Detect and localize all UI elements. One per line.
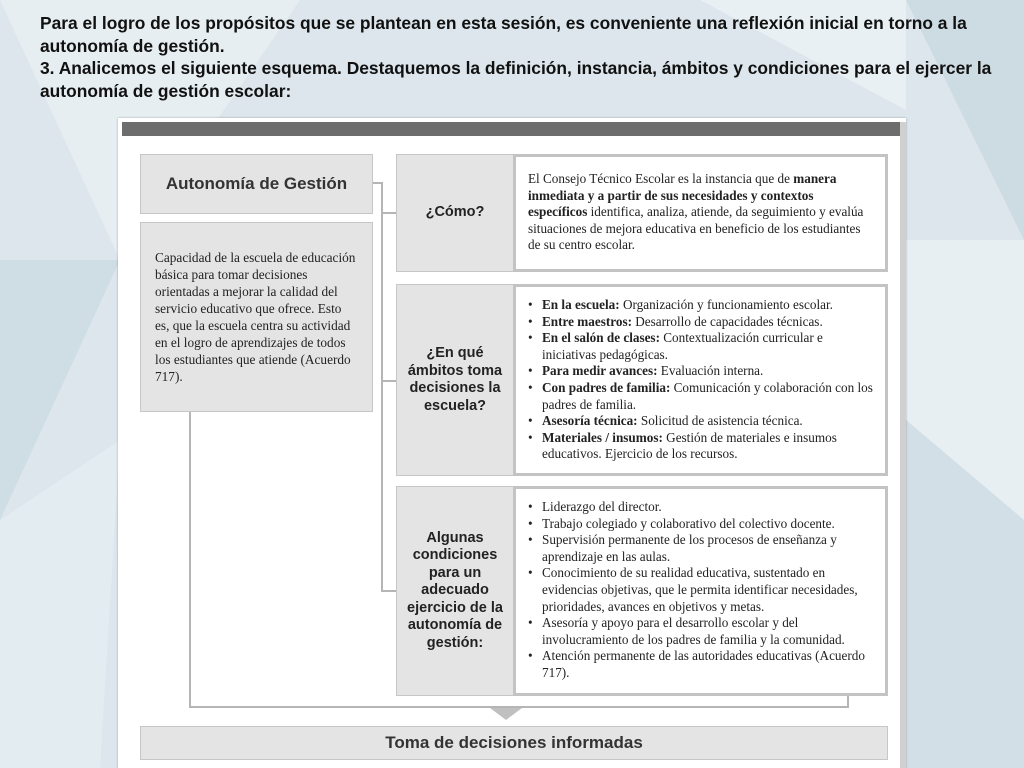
list-item — [526, 413, 875, 430]
autonomia-title: Autonomía de Gestión — [165, 174, 348, 193]
definition-text: Capacidad de la escuela de educación básica para tomar decisiones orientadas a mejorar la calidad del servicio educativo que ofrece. Esto es, que la escuela centra su actividad en el logro de aprendizajes de todos los estudiantes que atiende (Acuerdo 717). — [155, 250, 356, 384]
list-item — [526, 363, 875, 380]
diagram-side-bar — [900, 122, 906, 768]
list-item: • Trabajo colegiado y colaborativo del colectivo docente. — [526, 516, 875, 533]
condiciones-question-box — [396, 486, 514, 696]
condiciones-question: Algunas condiciones para un adecuado ejercicio de la autonomía de gestión: — [407, 529, 503, 651]
connector — [189, 412, 191, 708]
ambito-text: Solicitud de asistencia técnica. — [637, 413, 803, 429]
ambitos-question-box — [396, 284, 514, 476]
condiciones-list-box — [513, 486, 888, 696]
ambito-label: Materiales / insumos: — [542, 429, 663, 445]
ambito-label: Entre maestros: — [542, 313, 632, 329]
list-item: • Supervisión permanente de los procesos de enseñanza y aprendizaje en las aulas. — [526, 532, 875, 565]
list-item: • Conocimiento de su realidad educativa, sustentado en evidencias objetivas, que le permita identificar necesidades, prioridades, avances en objetivos y metas. — [526, 565, 875, 615]
result-box — [140, 726, 888, 760]
list-item: • Liderazgo del director. — [526, 499, 875, 516]
list-item: • Asesoría y apoyo para el desarrollo escolar y del involucramiento de los padres de familia y la comunidad. — [526, 615, 875, 648]
connector — [847, 696, 849, 708]
result-text: Toma de decisiones informadas — [385, 733, 643, 752]
ambito-text: Desarrollo de capacidades técnicas. — [631, 313, 823, 329]
autonomia-diagram — [118, 118, 906, 768]
como-answer-box — [513, 154, 888, 272]
ambito-text: Evaluación interna. — [657, 363, 764, 379]
ambito-label: Asesoría técnica: — [542, 413, 638, 429]
connector — [381, 590, 396, 592]
ambito-label: Con padres de familia: — [542, 379, 671, 395]
ambitos-question: ¿En qué ámbitos toma decisiones la escuela? — [407, 345, 503, 414]
ambito-text: Contextualización curricular e iniciativas pedagógicas. — [542, 330, 823, 362]
condiciones-list — [526, 499, 875, 682]
ambito-label: En la escuela: — [542, 297, 620, 312]
ambito-label: Para medir avances: — [542, 363, 658, 379]
como-question-box — [396, 154, 514, 272]
definition-box — [140, 222, 373, 412]
down-arrow-icon — [490, 708, 522, 720]
ambito-text: Gestión de materiales e insumos educativos. Ejercicio de los recursos. — [542, 429, 837, 462]
list-item — [526, 297, 875, 314]
ambito-text: Organización y funcionamiento escolar. — [619, 297, 833, 312]
list-item — [526, 314, 875, 331]
connector — [381, 182, 383, 592]
list-item — [526, 430, 875, 463]
diagram-header-bar — [122, 122, 902, 136]
connector — [381, 212, 396, 214]
como-question: ¿Cómo? — [425, 204, 485, 221]
autonomia-title-box — [140, 154, 373, 214]
intro-paragraph-2: 3. Analicemos el siguiente esquema. Destaquemos la definición, instancia, ámbitos y condiciones para el ejercer la autonomía de gestión escolar: — [40, 58, 992, 101]
ambitos-list-box — [513, 284, 888, 476]
ambito-text: Comunicación y colaboración con los padres de familia. — [542, 379, 873, 412]
ambito-label: En el salón de clases: — [542, 330, 660, 346]
ambitos-list — [526, 297, 875, 463]
como-answer-bold: manera inmediata y a partir de sus necesidades y contextos específicos — [528, 171, 837, 220]
connector — [381, 380, 396, 382]
list-item — [526, 330, 875, 363]
como-answer-plain-2: identifica, analiza, atiende, da seguimiento y evalúa situaciones de mejora educativa en beneficio de los estudiantes de su centro escolar. — [528, 204, 864, 253]
list-item — [526, 380, 875, 413]
list-item: • Atención permanente de las autoridades educativas (Acuerdo 717). — [526, 648, 875, 681]
intro-paragraph-1: Para el logro de los propósitos que se plantean en esta sesión, es conveniente una reflexión inicial en torno a la autonomía de gestión. — [40, 13, 967, 56]
intro-text — [40, 12, 1020, 102]
como-answer-plain-1: El Consejo Técnico Escolar es la instancia que de — [528, 171, 794, 186]
